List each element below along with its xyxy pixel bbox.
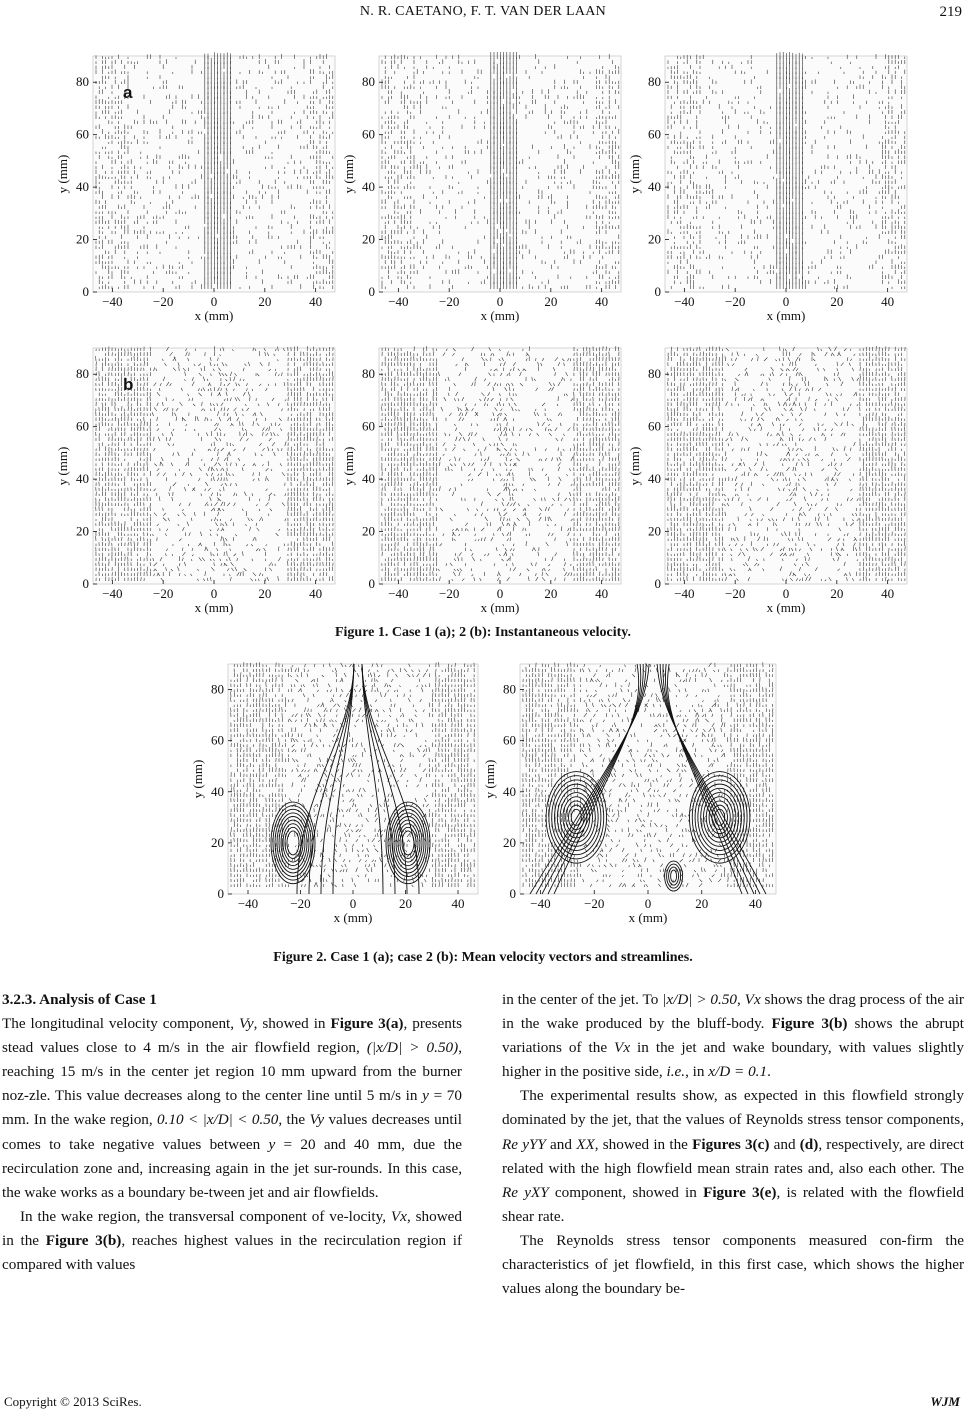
x-tick-label: 0 [496, 294, 504, 309]
velocity-panel [482, 662, 776, 925]
plot-area [379, 56, 621, 292]
x-tick-label: 20 [258, 294, 272, 309]
figure-1 [55, 52, 915, 622]
y-tick-label: 80 [362, 366, 375, 382]
plot-area [665, 56, 907, 292]
x-tick-label: 0 [644, 896, 652, 911]
x-axis-label: x (mm) [333, 910, 373, 925]
velocity-panel [55, 346, 335, 615]
x-tick-label: −20 [725, 586, 746, 601]
plot-area [228, 664, 478, 894]
x-tick-label: −40 [674, 586, 695, 601]
x-tick-label: 40 [881, 586, 895, 601]
y-tick-label: 0 [82, 576, 89, 591]
y-tick-label: 80 [648, 74, 661, 90]
y-tick-label: 60 [211, 732, 224, 748]
journal-abbrev: WJM [930, 1394, 960, 1409]
x-tick-label: −40 [102, 586, 123, 601]
y-tick-label: 80 [362, 74, 375, 90]
y-tick-label: 20 [648, 231, 661, 247]
x-tick-label: −20 [439, 586, 460, 601]
x-tick-label: 20 [830, 586, 844, 601]
x-tick-label: 40 [451, 896, 465, 911]
y-tick-label: 60 [76, 418, 89, 434]
figure-1-panels [55, 52, 915, 622]
y-tick-label: 60 [648, 418, 661, 434]
x-axis-label: x (mm) [480, 600, 520, 615]
panel-label: b [123, 375, 134, 394]
y-tick-label: 0 [368, 284, 375, 299]
x-axis-label: x (mm) [628, 910, 668, 925]
x-tick-label: 20 [830, 294, 844, 309]
x-axis-label: x (mm) [766, 308, 806, 323]
velocity-panel [341, 346, 621, 615]
x-tick-label: 0 [782, 294, 790, 309]
x-tick-label: −40 [530, 896, 551, 911]
x-tick-label: 20 [544, 294, 558, 309]
y-tick-label: 80 [211, 681, 224, 697]
x-tick-label: 20 [258, 586, 272, 601]
page-header [0, 4, 966, 26]
y-tick-label: 60 [362, 126, 375, 142]
x-tick-label: −20 [725, 294, 746, 309]
right-paragraph-1: in the center of the jet. To |x/D| > 0.50, Vx shows the drag process of the air in the wake produced by the bluff-body. Figure 3(b) shows the abrupt variations of the Vx in the jet and wake boundary, with values slightly higher in the positive side, i.e., in x/D = 0.1. [502, 991, 964, 1081]
y-axis-label: y (mm) [341, 446, 356, 486]
y-axis-label: y (mm) [627, 154, 642, 194]
y-axis-label: y (mm) [482, 759, 497, 799]
velocity-panel [627, 52, 907, 323]
x-tick-label: 40 [595, 294, 609, 309]
y-tick-label: 40 [362, 471, 375, 487]
y-tick-label: 40 [76, 179, 89, 195]
x-tick-label: −20 [153, 586, 174, 601]
x-tick-label: −20 [439, 294, 460, 309]
x-tick-label: 40 [749, 896, 763, 911]
x-tick-label: 40 [309, 294, 323, 309]
y-tick-label: 40 [362, 179, 375, 195]
x-tick-label: −20 [290, 896, 311, 911]
y-tick-label: 60 [362, 418, 375, 434]
x-tick-label: 0 [782, 586, 790, 601]
y-tick-label: 80 [503, 681, 516, 697]
right-paragraph-3: The Reynolds stress tensor components measured con-firm the characteristics of jet flowfield, in this first case, which shows the higher values along the boundary be- [502, 1231, 964, 1298]
figure-2 [190, 660, 790, 940]
copyright-notice: Copyright © 2013 SciRes. [4, 1394, 142, 1409]
running-title: N. R. CAETANO, F. T. VAN DER LAAN [359, 4, 607, 19]
left-paragraph-2: In the wake region, the transversal component of ve-locity, Vx, showed in the Figure 3(b), reaches highest values in the recirculation region if compared with values [2, 1207, 463, 1274]
y-tick-label: 0 [654, 284, 661, 299]
section-heading: 3.2.3. Analysis of Case 1 [2, 991, 157, 1008]
velocity-panel [341, 52, 621, 323]
x-tick-label: −40 [388, 294, 409, 309]
y-tick-label: 40 [503, 783, 516, 799]
right-column [502, 988, 964, 1301]
x-tick-label: −40 [237, 896, 259, 911]
y-tick-label: 0 [217, 886, 224, 901]
y-axis-label: y (mm) [341, 154, 356, 194]
y-tick-label: 80 [76, 366, 89, 382]
y-tick-label: 20 [211, 834, 224, 850]
x-tick-label: −40 [388, 586, 409, 601]
velocity-panel [190, 662, 478, 925]
y-tick-label: 60 [648, 126, 661, 142]
y-tick-label: 0 [82, 284, 89, 299]
x-axis-label: x (mm) [480, 308, 520, 323]
y-tick-label: 20 [503, 834, 516, 850]
plot-area [665, 348, 907, 584]
x-tick-label: 40 [309, 586, 323, 601]
x-tick-label: 20 [399, 896, 412, 911]
x-axis-label: x (mm) [766, 600, 806, 615]
x-tick-label: −20 [584, 896, 605, 911]
x-tick-label: −40 [674, 294, 695, 309]
x-tick-label: 0 [496, 586, 504, 601]
y-axis-label: y (mm) [627, 446, 642, 486]
x-axis-label: x (mm) [194, 600, 234, 615]
right-paragraph-2: The experimental results show, as expected in this flowfield strongly dominated by the jet, that the values of Reynolds stress tensor components, Re yYY and XX, showed in the Figures 3(c) and (d), respectively, are direct related with the high flowfield mean strain rates and, also each other. The Re yXY component, showed in Figure 3(e), is related with the flowfield shear rate. [502, 1087, 965, 1225]
y-axis-label: y (mm) [55, 446, 70, 486]
velocity-panel [627, 346, 907, 615]
left-column [2, 988, 462, 1277]
figure-2-caption: Figure 2. Case 1 (a); case 2 (b): Mean velocity vectors and streamlines. [273, 950, 693, 965]
y-tick-label: 80 [648, 366, 661, 382]
x-tick-label: 0 [210, 586, 218, 601]
y-tick-label: 60 [503, 732, 516, 748]
x-tick-label: 20 [695, 896, 709, 911]
plot-area [379, 348, 621, 584]
x-axis-label: x (mm) [194, 308, 234, 323]
page-footer [0, 1394, 966, 1412]
x-tick-label: 40 [881, 294, 895, 309]
panel-label: a [123, 83, 133, 102]
y-tick-label: 40 [76, 471, 89, 487]
y-tick-label: 20 [362, 231, 375, 247]
y-tick-label: 0 [654, 576, 661, 591]
y-tick-label: 20 [648, 523, 661, 539]
y-tick-label: 0 [509, 886, 516, 901]
x-tick-label: −20 [153, 294, 174, 309]
y-tick-label: 0 [368, 576, 375, 591]
y-tick-label: 60 [76, 126, 89, 142]
y-tick-label: 20 [76, 231, 89, 247]
y-tick-label: 40 [648, 471, 661, 487]
y-axis-label: y (mm) [190, 759, 205, 799]
x-tick-label: 40 [595, 586, 609, 601]
y-tick-label: 20 [362, 523, 375, 539]
x-tick-label: −40 [102, 294, 123, 309]
y-tick-label: 20 [76, 523, 89, 539]
y-axis-label: y (mm) [55, 154, 70, 194]
figure-2-panels [190, 660, 790, 940]
figure-1-caption: Figure 1. Case 1 (a); 2 (b): Instantaneous velocity. [334, 625, 632, 640]
left-paragraph-1: The longitudinal velocity component, Vy, showed in Figure 3(a), presents stead values close to 4 m/s in the air flowfield region, (|x/D| > 0.50), reaching 15 m/s in the center jet region 10 mm upward from the burner noz-zle. This value decreases along to the center line until 5 m/s in y = 70 mm. In the wake region, 0.10 < |x/D| < 0.50, the Vy values decreases until comes to take negative values between y = 20 and 40 mm, due the recirculation zone and, increasing again in the jet sur-rounds. In this case, the wake works as a boundary be-tween jet and air flowfields. [2, 1015, 462, 1201]
velocity-panel [55, 52, 335, 323]
y-tick-label: 40 [211, 783, 224, 799]
y-tick-label: 40 [648, 179, 661, 195]
page-number: 219 [939, 4, 962, 20]
y-tick-label: 80 [76, 74, 89, 90]
x-tick-label: 0 [210, 294, 218, 309]
x-tick-label: 20 [544, 586, 558, 601]
x-tick-label: 0 [349, 896, 357, 911]
